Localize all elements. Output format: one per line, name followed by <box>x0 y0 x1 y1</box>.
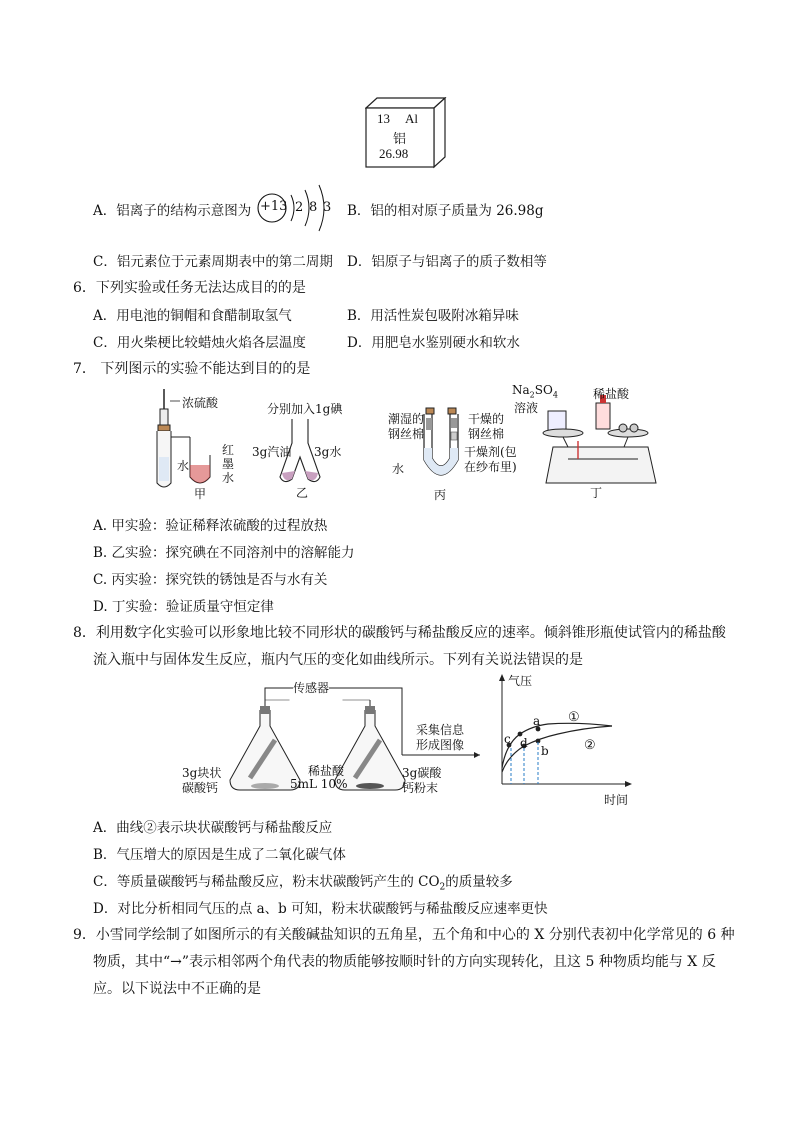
powder-caco3-label-2: 钙粉末 <box>402 781 439 795</box>
chart-y-label: 气压 <box>508 674 533 688</box>
bing-desiccant-label-1: 干燥剂(包 <box>464 445 517 459</box>
q6-option-c: C．用火柴梗比较蜡烛火焰各层温度 <box>93 335 306 351</box>
acid-label-1: 稀盐酸 <box>308 764 345 778</box>
sensor-label: 传感器 <box>293 681 330 695</box>
jia-water-label: 水 <box>177 459 190 473</box>
aluminum-ion-diagram <box>255 176 335 236</box>
bing-water-label: 水 <box>392 462 405 476</box>
q5-option-c: C．铝元素位于元素周期表中的第二周期 <box>93 254 333 270</box>
yi-right-label: 3g水 <box>314 445 342 459</box>
pressure-chart <box>488 672 638 807</box>
lump-caco3-label-1: 3g块状 <box>182 766 222 780</box>
jia-ink-label-3: 水 <box>222 471 235 485</box>
acid-label-2: 5mL 10% <box>290 777 348 791</box>
q9-stem-line-1: 9．小雪同学绘制了如图所示的有关酸碱盐知识的五角星，五个角和中心的 X 分别代表初中化学常见的 6 种 <box>73 927 735 943</box>
atomic-mass: 26.98 <box>379 146 409 161</box>
bing-dry-label-2: 钢丝棉 <box>468 427 505 441</box>
q6-option-a: A．用电池的铜帽和食醋制取氢气 <box>93 308 292 324</box>
bing-caption: 丙 <box>434 488 447 502</box>
element-symbol: Al <box>405 111 418 126</box>
collect-label-1: 采集信息 <box>416 723 465 737</box>
jia-ink-label-1: 红 <box>222 443 235 457</box>
q8-stem-line-2: 流入瓶中与固体发生反应，瓶内气压的变化如曲线所示。下列有关说法错误的是 <box>93 652 583 668</box>
q8-option-b: B．气压增大的原因是生成了二氧化碳气体 <box>93 847 346 863</box>
bing-desiccant-label-2: 在纱布里) <box>464 460 517 474</box>
yi-top-label: 分别加入1g碘 <box>267 402 343 416</box>
q8-option-d: D．对比分析相同气压的点 a、b 可知，粉末状碳酸钙与稀盐酸反应速率更快 <box>93 901 548 917</box>
q8-option-c: C．等质量碳酸钙与稀盐酸反应，粉末状碳酸钙产生的 $CO_2$的质量较多 <box>93 874 513 893</box>
figure-jia <box>150 385 250 500</box>
ding-caption: 丁 <box>590 486 603 500</box>
nucleus-charge: +13 <box>260 199 288 214</box>
q7-option-d: D. 丁实验：验证质量守恒定律 <box>93 599 274 615</box>
q6-stem: 6．下列实验或任务无法达成目的的是 <box>73 280 306 296</box>
jia-acid-label: 浓硫酸 <box>182 396 219 410</box>
q8-apparatus <box>180 680 480 800</box>
powder-caco3-label-1: 3g碳酸 <box>402 766 442 780</box>
lump-caco3-label-2: 碳酸钙 <box>182 781 219 795</box>
element-name: 铝 <box>393 131 407 146</box>
q7-option-b: B. 乙实验：探究碘在不同溶剂中的溶解能力 <box>93 545 355 561</box>
q5-option-b: B．铝的相对原子质量为 26.98g <box>347 203 544 219</box>
jia-caption: 甲 <box>194 487 207 501</box>
atomic-number: 13 <box>377 111 390 126</box>
q7-option-c: C. 丙实验：探究铁的锈蚀是否与水有关 <box>93 572 328 588</box>
bing-dry-label-1: 干燥的 <box>468 412 505 426</box>
q9-stem-line-2: 物质，其中“→”表示相邻两个角代表的物质能够按顺时针的方向实现转化，且这 5 种物质均能与 X 反 <box>93 954 716 970</box>
point-b-label: b <box>541 744 549 758</box>
q6-option-b: B．用活性炭包吸附冰箱异味 <box>347 308 519 324</box>
shell-2-count: 8 <box>309 200 318 215</box>
q7-option-a: A. 甲实验：验证稀释浓硫酸的过程放热 <box>93 518 328 534</box>
q8-option-a: A．曲线②表示块状碳酸钙与稀盐酸反应 <box>93 820 333 836</box>
aluminum-element-card <box>365 97 447 169</box>
collect-label-2: 形成图像 <box>416 738 465 752</box>
point-a-label: a <box>533 714 541 728</box>
yi-caption: 乙 <box>296 486 309 500</box>
ding-solution-label: 溶液 <box>514 401 539 415</box>
bing-wet-label-1: 潮湿的 <box>388 412 425 426</box>
chart-x-label: 时间 <box>604 793 629 807</box>
jia-ink-label-2: 墨 <box>222 457 235 471</box>
shell-1-count: 2 <box>295 200 304 215</box>
curve-1-label: ① <box>568 710 580 725</box>
figure-ding <box>508 383 663 501</box>
shell-3-count: 3 <box>323 200 332 215</box>
q9-stem-line-3: 应。以下说法中不正确的是 <box>93 981 261 997</box>
q5-option-d: D．铝原子与铝离子的质子数相等 <box>347 254 547 270</box>
ding-na-label: $Na_2SO_4$ <box>512 383 558 400</box>
shell-arc-1 <box>291 195 294 221</box>
curve-2-label: ② <box>584 738 596 753</box>
figure-yi <box>252 395 352 500</box>
q5-option-a: A．铝离子的结构示意图为 <box>93 203 252 219</box>
q7-stem: 7． 下列图示的实验不能达到目的的是 <box>73 361 311 377</box>
q8-stem-line-1: 8．利用数字化实验可以形象地比较不同形状的碳酸钙与稀盐酸反应的速率。倾斜锥形瓶使试管内的稀盐酸 <box>73 625 726 641</box>
yi-left-label: 3g汽油 <box>252 445 292 459</box>
point-d-label: d <box>520 736 528 750</box>
bing-wet-label-2: 钢丝棉 <box>388 427 425 441</box>
point-c-label: c <box>504 732 511 746</box>
ding-acid-label: 稀盐酸 <box>593 387 630 401</box>
q6-option-d: D．用肥皂水鉴别硬水和软水 <box>347 335 520 351</box>
